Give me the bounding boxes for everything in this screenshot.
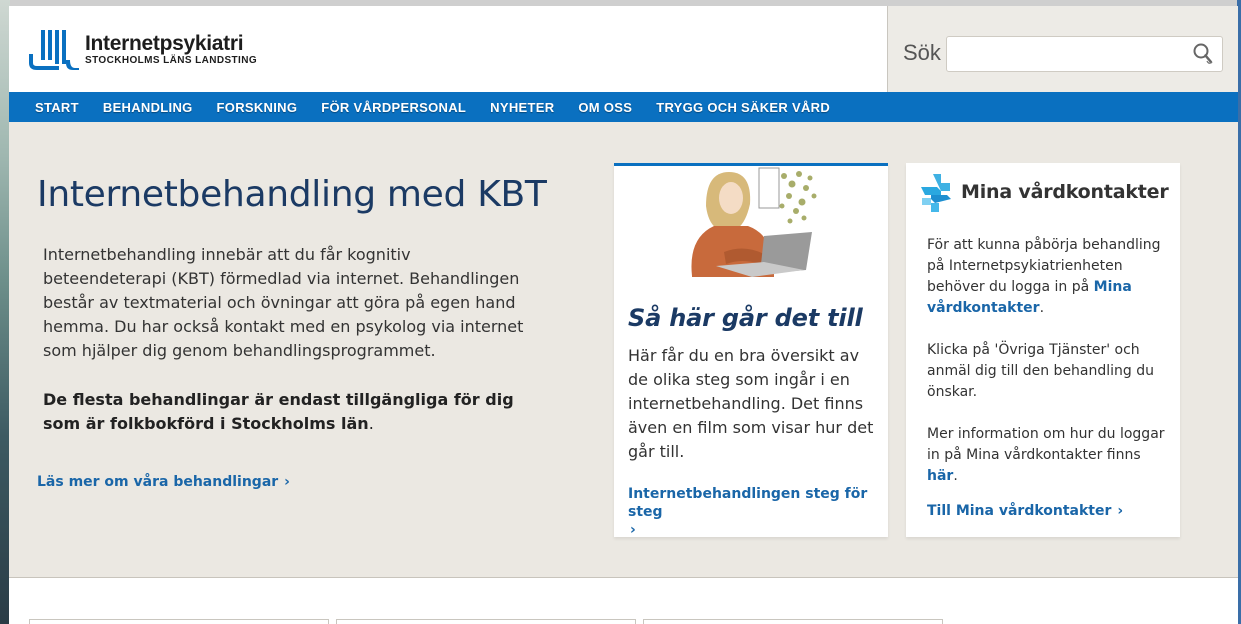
mina-vardkontakter-title: Mina vårdkontakter (961, 181, 1169, 203)
to-mina-vardkontakter-label: Till Mina vårdkontakter (927, 503, 1112, 519)
nav-item-for-vardpersonal[interactable]: FÖR VÅRDPERSONAL (321, 99, 467, 115)
treatment-steps-label: Internetbehandlingen steg för steg (628, 486, 868, 520)
search-label: Sök (903, 40, 941, 65)
chevron-right-icon: › (630, 522, 636, 538)
to-mina-vardkontakter-link[interactable] (927, 503, 1123, 519)
nav-item-start[interactable]: START (35, 99, 79, 115)
login-paragraph-end: . (1039, 300, 1045, 316)
logo-title: Internetpsykiatri (85, 32, 244, 55)
logo-subtitle: STOCKHOLMS LÄNS LANDSTING (85, 55, 258, 66)
more-info-paragraph-end: . (953, 468, 958, 484)
woman-laptop-illustration (614, 166, 888, 277)
teaser-box-2[interactable] (336, 619, 636, 624)
site-header (9, 6, 1238, 92)
login-paragraph (927, 235, 1167, 319)
page-title: Internetbehandling med KBT (37, 174, 547, 215)
search-input[interactable] (946, 36, 1223, 72)
treatment-steps-link[interactable] (628, 485, 878, 539)
read-more-treatments-link[interactable] (37, 474, 290, 490)
chevron-right-icon: › (1117, 503, 1124, 519)
main-content (9, 122, 1238, 578)
page (9, 6, 1238, 624)
steps-card (614, 163, 888, 537)
nav-item-om-oss[interactable]: OM OSS (578, 99, 633, 115)
login-paragraph-text: För att kunna påbörja behandling på Internetpsykiatrienheten behöver du logga in på (927, 237, 1161, 295)
intro-text: Internetbehandling innebär att du får kognitiv beteendeterapi (KBT) förmedlad via internet. Behandlingen består av textmaterial och övningar att göra på egen hand hemma. Du har också kontakt med en psykolog via internet som hjälper dig genom behandlingsprogrammet. (43, 245, 524, 360)
more-info-paragraph-text: Mer information om hur du loggar in på Mina vårdkontakter finns (927, 426, 1165, 463)
search-icon[interactable] (1190, 41, 1216, 67)
more-info-paragraph (927, 424, 1167, 487)
read-more-treatments-label: Läs mer om våra behandlingar (37, 474, 279, 490)
main-nav (9, 92, 1238, 122)
mina-vardkontakter-inline-link[interactable]: Mina vårdkontakter (927, 279, 1132, 316)
chevron-right-icon: › (284, 474, 290, 490)
teaser-box-3[interactable] (643, 619, 943, 624)
mina-vardkontakter-text (927, 235, 1167, 508)
intro-bold-period: . (368, 414, 374, 433)
mina-vardkontakter-logo-icon (919, 174, 953, 212)
here-link[interactable]: här (927, 468, 954, 484)
mina-vardkontakter-card (906, 163, 1180, 537)
nav-item-forskning[interactable]: FORSKNING (216, 99, 298, 115)
steps-card-title: Så här går det till (628, 304, 863, 332)
nav-item-trygg-och-saker-vard[interactable]: TRYGG OCH SÄKER VÅRD (656, 99, 831, 115)
steps-card-text: Här får du en bra översikt av de olika steg som ingår i en internetbehandling. Det finns även en film som visar hur det går till. (628, 346, 874, 461)
intro-bold-text (43, 388, 533, 436)
site-logo[interactable] (29, 30, 257, 70)
logo-mark-icon (29, 30, 79, 70)
services-paragraph: Klicka på 'Övriga Tjänster' och anmäl dig till den behandling du önskar. (927, 342, 1155, 400)
nav-item-nyheter[interactable]: NYHETER (490, 99, 555, 115)
nav-item-behandling[interactable]: BEHANDLING (102, 99, 193, 115)
search-area (887, 6, 1238, 92)
teaser-box-1[interactable] (29, 619, 329, 624)
intro-bold-sentence: De flesta behandlingar är endast tillgängliga för dig som är folkbokförd i Stockholms län (43, 390, 514, 433)
